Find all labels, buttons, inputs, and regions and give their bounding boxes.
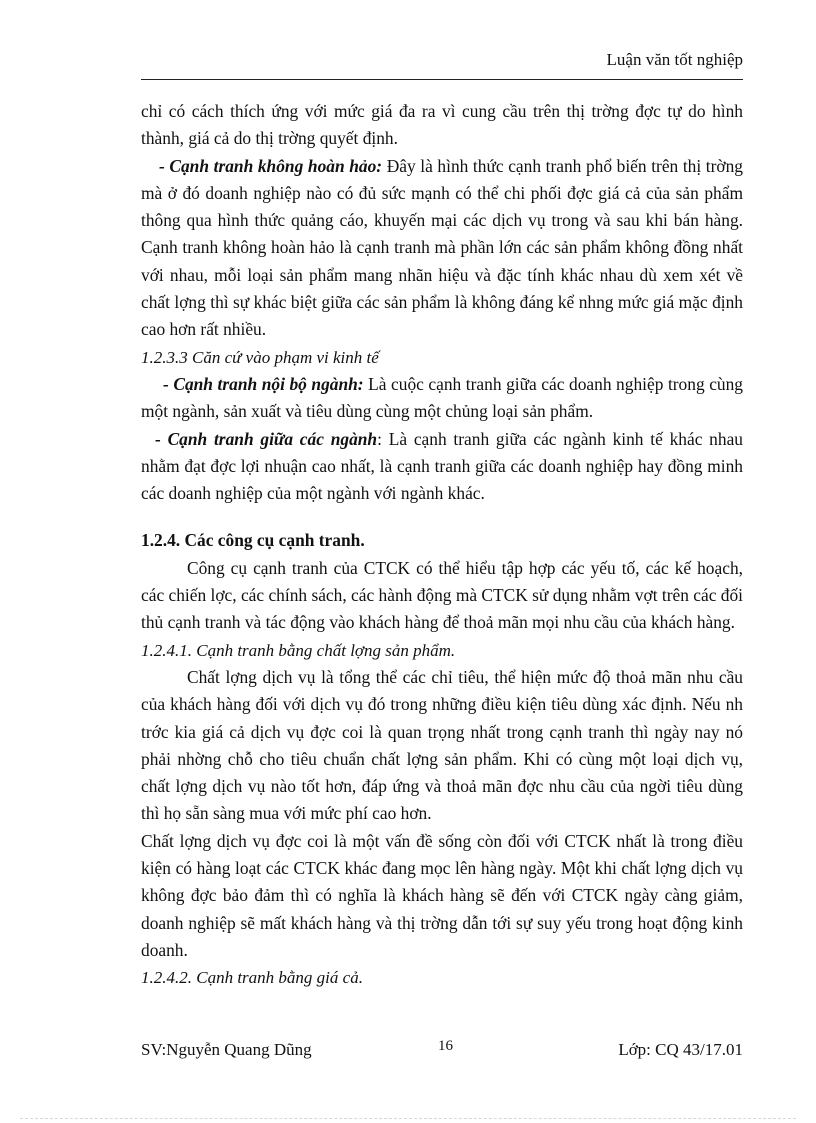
section-heading-1-2-4: 1.2.4. Các công cụ cạnh tranh. <box>141 530 365 551</box>
header-rule <box>141 79 743 80</box>
paragraph-text: : Là cạnh tranh giữa các ngành kinh tế khác nhau nhằm đạt đợc lợi nhuận cao nhất, là cạnh tranh giữa các doanh nghiệp hay đồng minh các doanh nghiệp của một ngành với ngành khác. <box>141 428 743 504</box>
paragraph-inter-industry <box>141 426 743 508</box>
page-footer <box>141 1040 743 1064</box>
paragraph-service-quality: Chất lợng dịch vụ là tổng thể các chỉ tiêu, thể hiện mức độ thoả mãn nhu cầu của khách hàng đối với dịch vụ đó trong những điều kiện tiêu dùng xác định. Nếu nh trớc kia giá cả dịch vụ đợc coi là quan trọng nhất trong cạnh tranh thì ngày nay nó phải nhờng chỗ cho tiêu chuẩn chất lợng sản phẩm. Khi có cùng một loại dịch vụ, chất lợng dịch vụ nào tốt hơn, đáp ứng và thoả mãn đợc nhu cầu của ngời tiêu dùng thì họ sẵn sàng mua với mức phí cao hơn. <box>141 666 743 824</box>
page-body <box>141 98 743 992</box>
subheading-1-2-3-3: 1.2.3.3 Căn cứ vào phạm vi kinh tế <box>141 347 379 367</box>
subheading-1-2-4-1: 1.2.4.1. Cạnh tranh bằng chất lợng sản phẩm. <box>141 640 456 660</box>
footer-class: Lớp: CQ 43/17.01 <box>618 1040 743 1059</box>
paragraph-continuation: chỉ có cách thích ứng với mức giá đa ra vì cung cầu trên thị trờng đợc tự do hình thành, giá cả do thị trờng quyết định. <box>141 101 743 149</box>
term-label: - Cạnh tranh giữa các ngành <box>155 428 378 449</box>
page-number: 16 <box>438 1038 453 1054</box>
page-boundary <box>20 1118 796 1119</box>
paragraph-tools-intro: Công cụ cạnh tranh của CTCK có thể hiểu tập hợp các yếu tố, các kế hoạch, các chiến lợc, các chính sách, các hành động mà CTCK sử dụng nhằm vợt trên các đối thủ cạnh tranh và tác động vào khách hàng để thoả mãn mọi nhu cầu của khách hàng. <box>141 557 743 633</box>
footer-student: SV:Nguyễn Quang Dũng <box>141 1040 312 1059</box>
paragraph-quality-importance: Chất lợng dịch vụ đợc coi là một vấn đề sống còn đối với CTCK nhất là trong điều kiện có hàng loạt các CTCK khác đang mọc lên hàng ngày. Một khi chất lợng dịch vụ không đợc bảo đảm thì có nghĩa là khách hàng sẽ đến với CTCK ngày càng giảm, doanh nghiệp sẽ mất khách hàng và thị trờng dẫn tới sự suy yếu trong hoạt động kinh doanh. <box>141 830 743 960</box>
paragraph-text: Đây là hình thức cạnh tranh phổ biến trên thị trờng mà ở đó doanh nghiệp nào có đủ sức mạnh có thể chi phối đợc giá cả của sản phẩm thông qua hình thức quảng cáo, khuyến mại các dịch vụ trong và sau khi bán hàng. Cạnh tranh không hoàn hảo là cạnh tranh mà phần lớn các sản phẩm không đồng nhất với nhau, mỗi loại sản phẩm mang nhãn hiệu và đặc tính khác nhau dù xem xét về chất lợng thì sự khác biệt giữa các sản phẩm là không đáng kể nhng mức giá mặc định cao hơn rất nhiều. <box>141 155 743 340</box>
running-header: Luận văn tốt nghiệp <box>606 50 743 69</box>
term-label: - Cạnh tranh không hoàn hảo: <box>159 155 383 176</box>
paragraph-text: Là cuộc cạnh tranh giữa các doanh nghiệp trong cùng một ngành, sản xuất và tiêu dùng cùng một chủng loại sản phẩm. <box>141 373 743 422</box>
paragraph-intra-industry <box>141 371 743 426</box>
term-label: - Cạnh tranh nội bộ ngành: <box>163 373 364 394</box>
subheading-1-2-4-2: 1.2.4.2. Cạnh tranh bằng giá cả. <box>141 968 363 988</box>
paragraph-imperfect-competition <box>141 153 743 344</box>
